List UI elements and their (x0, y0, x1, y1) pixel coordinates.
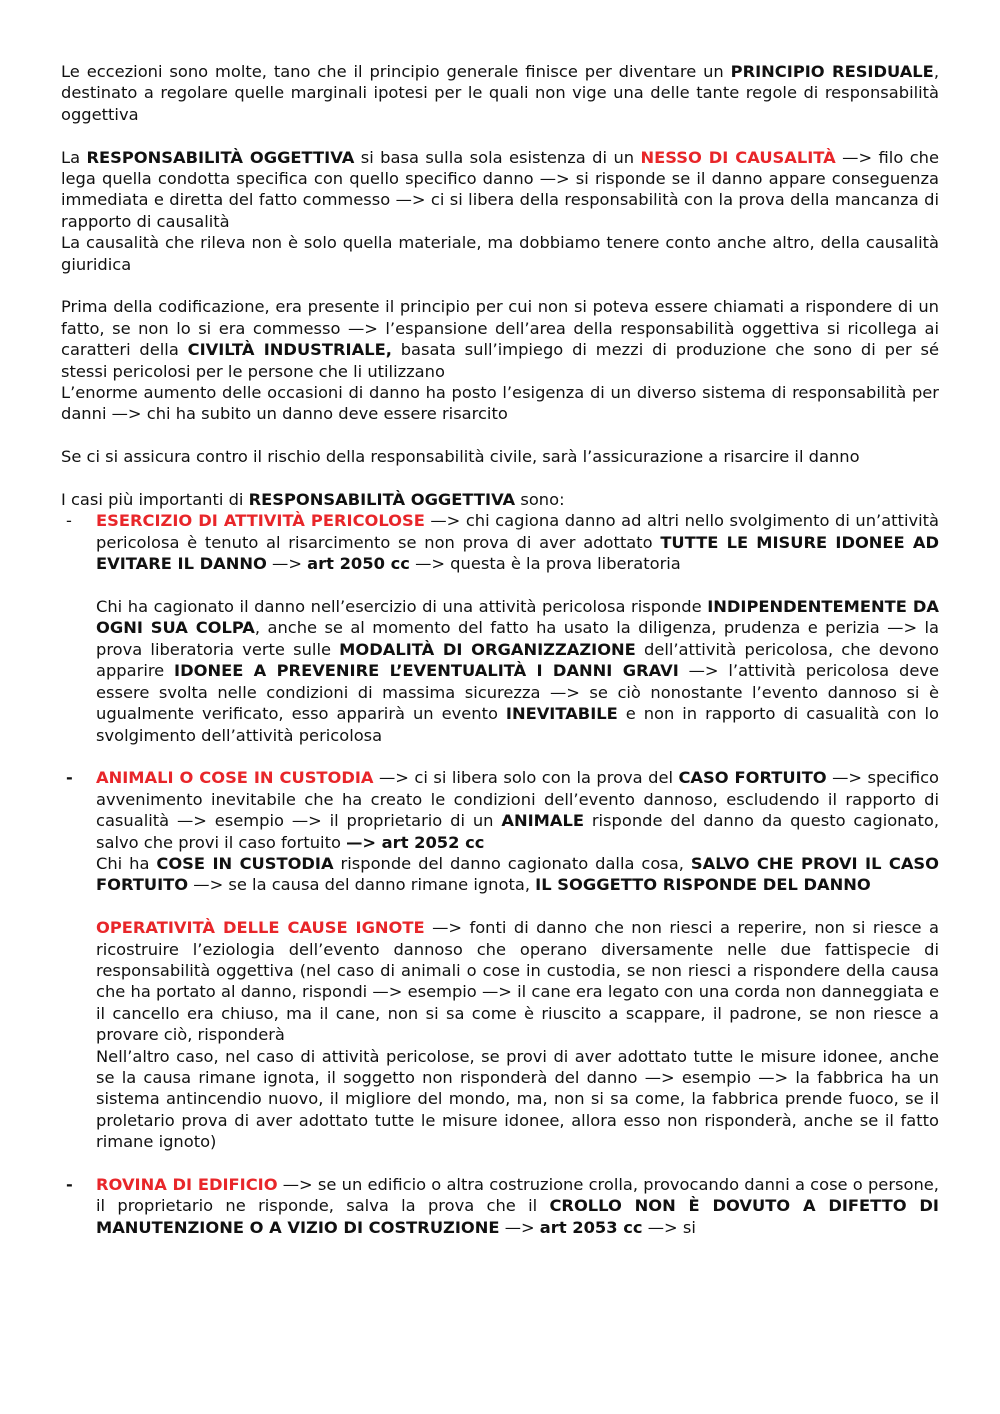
text: —> si (642, 1217, 696, 1237)
spacer (61, 468, 939, 489)
text: Le eccezioni sono molte, tano che il principio generale finisce per diventare un (61, 62, 731, 81)
text: —> se un edificio o altra costruzione crolla, provocando danni a cose o persone, il proprietario ne risponde, salva la prova che il (96, 1175, 939, 1216)
list-item-animali-cose-custodia (61, 767, 939, 1152)
bold-term: ANIMALE (501, 811, 584, 831)
list-item-text (96, 853, 939, 896)
text: risponde del danno da questo cagionato, salvo che provi il caso fortuito (96, 811, 939, 852)
paragraph-casi-importanti (61, 489, 939, 510)
bold-term: RESPONSABILITÀ OGGETTIVA (248, 490, 516, 510)
list-item-text (96, 596, 939, 746)
bold-term: CASO FORTUITO (678, 768, 827, 788)
list-item-text (96, 917, 939, 1045)
bold-term: CROLLO NON È DOVUTO A DIFETTO DI MANUTENZIONE O A VIZIO DI COSTRUZIONE (96, 1196, 939, 1237)
bold-term: INEVITABILE (505, 704, 618, 724)
text: e non in rapporto di casualità con lo svolgimento dell’attività pericolosa (96, 704, 940, 745)
spacer (61, 275, 939, 296)
list-bullet: - (66, 768, 73, 788)
text: dell’attività pericolosa, che devono apparire (96, 639, 939, 681)
text: —> questa è la prova liberatoria (409, 554, 681, 574)
bold-term: SALVO CHE PROVI IL CASO FORTUITO (96, 853, 940, 895)
list-item-text (96, 1174, 939, 1238)
bold-term: PRINCIPIO RESIDUALE (730, 62, 934, 81)
text: —> ci si libera solo con la prova del (373, 768, 679, 788)
bold-term: CIVILTÀ INDUSTRIALE, (187, 340, 392, 360)
list-bullet: - (66, 511, 72, 531)
list-item-text: Nell’altro caso, nel caso di attività pericolose, se provi di aver adottato tutte le misure idonee, anche se la causa rimane ignota, il soggetto non risponderà del danno —> esempio —> la fabbrica ha un sistema antincendio nuovo, il migliore del mondo, ma, non si sa come, la fabbrica prende fuoco, se il proletario prova di aver adottato tutte le misure idonee, allora esso non risponderà, anche se il fatto rimane ignoto) (96, 1046, 939, 1152)
bold-term: COSE IN CUSTODIA (156, 853, 334, 873)
text: risponde del danno cagionato dalla cosa, (333, 853, 691, 873)
spacer (61, 425, 939, 446)
red-heading: ANIMALI O COSE IN CUSTODIA (96, 768, 374, 788)
bold-term: art 2050 cc (307, 554, 410, 574)
text: —> specifico avvenimento inevitabile che ha creato le condizioni dell’evento dannoso, escludendo il rapporto di casualità —> esempio —> il proprietario di un (96, 768, 939, 831)
text: basata sull’impiego di mezzi di produzione che sono di per sé stessi pericolosi per le persone che li utilizzano (61, 340, 939, 381)
paragraph-principio-residuale (61, 61, 939, 125)
text: I casi più importanti di (61, 490, 249, 510)
bold-term: MODALITÀ DI ORGANIZZAZIONE (339, 639, 636, 659)
bold-term: RESPONSABILITÀ OGGETTIVA (86, 147, 355, 167)
bold-term: TUTTE LE MISURE IDONEE AD EVITARE IL DANNO (96, 532, 940, 574)
red-heading: NESSO DI CAUSALITÀ (640, 147, 836, 167)
paragraph-nesso-causalita (61, 147, 939, 233)
text: —> filo che lega quella condotta specifica con quello specifico danno —> si risponde se il danno appare conseguenza immediata e diretta del fatto commesso —> ci si libera della responsabilità con la prova della mancanza di rapporto di causalità (61, 147, 939, 231)
text: sono: (515, 490, 565, 510)
text: —> (266, 554, 308, 574)
document-page (61, 61, 939, 1238)
text: La (61, 147, 87, 167)
text: , destinato a regolare quelle marginali ipotesi per le quali non vige una delle tante regole di responsabilità oggettiva (61, 62, 939, 124)
bold-term: —> art 2052 cc (346, 832, 485, 852)
bold-term: art 2053 cc (539, 1217, 643, 1237)
spacer (61, 1153, 939, 1174)
text: —> se la causa del danno rimane ignota, (188, 875, 536, 895)
text: —> fonti di danno che non riesci a reperire, non si riesce a ricostruire l’eziologia dell’evento dannoso che operano diversamente nelle due fattispecie di responsabilità oggettiva (nel caso di animali o cose in custodia, se non riesci a rispondere della causa che ha portato al danno, rispondi —> esempio —> il cane era legato con una corda non danneggiata e il cancello era chiuso, ma il cane, non si sa come è riuscito a scappare, il padrone, se non riesce a provare ciò, risponderà (96, 918, 939, 1045)
spacer (96, 896, 939, 917)
list-item-text (96, 510, 939, 574)
text: Chi ha cagionato il danno nell’esercizio di una attività pericolosa risponde (96, 597, 708, 617)
text: Prima della codificazione, era presente il principio per cui non si poteva essere chiamati a rispondere di un fatto, se non lo si era commesso —> l’espansione dell’area della responsabilità oggettiva si ricollega ai caratteri della (61, 297, 939, 360)
text: , anche se al momento del fatto ha usato la diligenza, prudenza e perizia —> la prova liberatoria verte sulle (96, 618, 939, 659)
text: Chi ha (96, 853, 157, 873)
list-bullet: - (66, 1175, 73, 1194)
red-heading: ESERCIZIO DI ATTIVITÀ PERICOLOSE (96, 511, 425, 531)
paragraph-civilta-industriale (61, 296, 939, 382)
text: si basa sulla sola esistenza di un (354, 147, 641, 167)
spacer (61, 746, 939, 767)
bold-term: IL SOGGETTO RISPONDE DEL DANNO (535, 875, 871, 895)
spacer (96, 575, 939, 596)
text: —> (499, 1217, 540, 1237)
list-item-rovina-edificio (61, 1174, 939, 1238)
red-heading: ROVINA DI EDIFICIO (96, 1175, 278, 1194)
list-item-text (96, 767, 939, 853)
paragraph-aumento-danno: L’enorme aumento delle occasioni di danno ha posto l’esigenza di un diverso sistema di responsabilità per danni —> chi ha subito un danno deve essere risarcito (61, 383, 939, 424)
list-item-attivita-pericolose (61, 510, 939, 745)
text: —> chi cagiona danno ad altri nello svolgimento di un’attività pericolosa è tenuto al risarcimento se non prova di aver adottato (96, 511, 939, 552)
paragraph-causalita-giuridica: La causalità che rileva non è solo quella materiale, ma dobbiamo tenere conto anche altro, della causalità giuridica (61, 233, 939, 274)
bold-term: INDIPENDENTEMENTE DA OGNI SUA COLPA (96, 597, 939, 638)
spacer (61, 125, 939, 146)
bold-term: IDONEE A PREVENIRE L’EVENTUALITÀ I DANNI GRAVI (174, 661, 679, 681)
red-heading: OPERATIVITÀ DELLE CAUSE IGNOTE (96, 918, 425, 938)
text: —> l’attività pericolosa deve essere svolta nelle condizioni di massima sicurezza —> se ciò nonostante l’evento dannoso si è ugualmente verificato, esso apparirà un evento (96, 661, 939, 724)
paragraph-assicurazione: Se ci si assicura contro il rischio della responsabilità civile, sarà l’assicurazione a risarcire il danno (61, 447, 860, 467)
